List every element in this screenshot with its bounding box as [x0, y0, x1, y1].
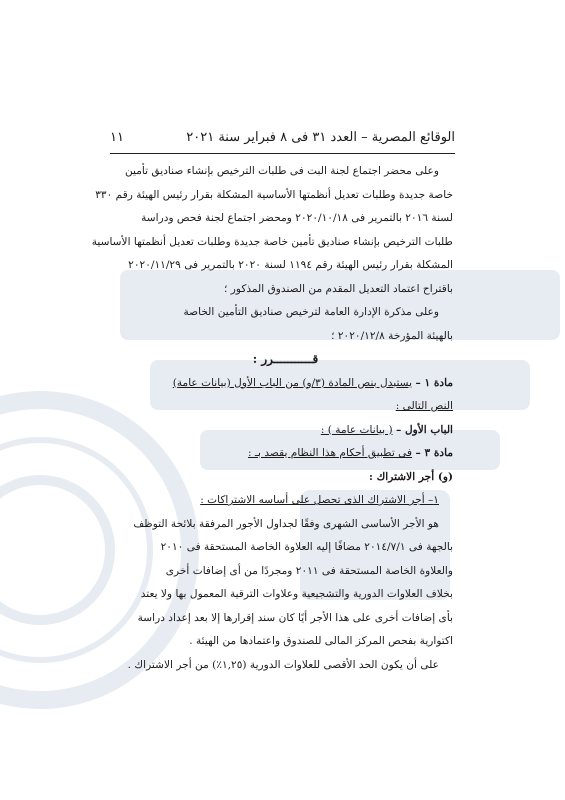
- text-line: بالجهة فى ٢٠١٤/٧/١ مضافًا إليه العلاوة الخاصة المستحقة فى ٢٠١٠: [160, 541, 453, 553]
- page-number: ١١: [110, 130, 124, 145]
- text-line: لسنة ٢٠١٦ بالتمرير فى ٢٠٢٠/١٠/١٨ ومحضر اجتماع لجنة فحص ودراسة: [141, 212, 453, 224]
- article-3: [118, 442, 453, 466]
- text-line: المشكلة بقرار رئيس الهيئة رقم ١١٩٤ لسنة ٢٠٢٠ بالتمرير فى ٢٠٢٠/١١/٢٩: [128, 259, 453, 271]
- decree-heading: قـــــــــــرر :: [252, 352, 319, 366]
- document-body: [91, 160, 453, 677]
- text-line: بأى إضافات أخرى على هذا الأجر أيًا كان سند إقرارها إلا بعد إعداد دراسة: [137, 611, 453, 624]
- article-1-label: مادة ١ –: [415, 376, 453, 389]
- text-line: بخلاف العلاوات الدورية والتشجيعية وعلاوات الترقية المعمول بها ولا يعتد: [140, 588, 453, 600]
- chapter-name: ( بيانات عامة ) :: [320, 423, 393, 436]
- text-line: والعلاوة الخاصة المستحقة فى ٢٠١١ ومجردًا من أى إضافات أخرى: [165, 564, 453, 577]
- item-o-heading: (و) أجر الاشتراك :: [368, 470, 453, 483]
- header-rule: [110, 153, 455, 154]
- article-1-text: يستبدل بنص المادة (٣/و) من الباب الأول (بيانات عامة): [172, 376, 413, 389]
- article-1: [118, 372, 453, 396]
- article-3-label: مادة ٣ –: [415, 447, 453, 459]
- text-line: على أن يكون الحد الأقصى للعلاوات الدورية (١,٢٥٪) من أجر الاشتراك .: [127, 658, 439, 671]
- text-line: وعلى مذكرة الإدارة العامة لترخيص صناديق التأمين الخاصة: [183, 306, 439, 318]
- article-3-text: فى تطبيق أحكام هذا النظام يقصد بـ :: [247, 447, 413, 459]
- text-line: خاصة جديدة وطلبات تعديل أنظمتها الأساسية المشكلة بقرار رئيس الهيئة رقم ٣٣٠: [95, 188, 453, 201]
- text-line: وعلى محضر اجتماع لجنة البت فى طلبات الترخيص بإنشاء صناديق تأمين: [124, 165, 439, 177]
- chapter-label: الباب الأول –: [395, 423, 453, 436]
- text-line: طلبات الترخيص بإنشاء صناديق تأمين خاصة جديدة وطلبات تعديل أنظمتها الأساسية: [91, 235, 453, 248]
- page-header: [110, 130, 455, 152]
- text-line: اكتوارية بفحص المركز المالى للصندوق واعتمادها من الهيئة .: [189, 635, 453, 647]
- text-line: هو الأجر الأساسى الشهرى وفقًا لجداول الأجور المرفقة بلائحة التوظف: [133, 517, 439, 530]
- chapter-line: [118, 419, 453, 443]
- text-line: بالهيئة المؤرخة ٢٠٢٠/١٢/٨ ؛: [331, 329, 453, 342]
- item-1-heading: ١– أجر الاشتراك الذى تحصل على أساسه الاشتراكات :: [200, 494, 439, 506]
- text-line: النص التالى :: [395, 400, 453, 412]
- text-line: باقتراح اعتماد التعديل المقدم من الصندوق المذكور ؛: [224, 282, 453, 295]
- gazette-title: الوقائع المصرية – العدد ٣١ فى ٨ فبراير سنة ٢٠٢١: [186, 130, 455, 145]
